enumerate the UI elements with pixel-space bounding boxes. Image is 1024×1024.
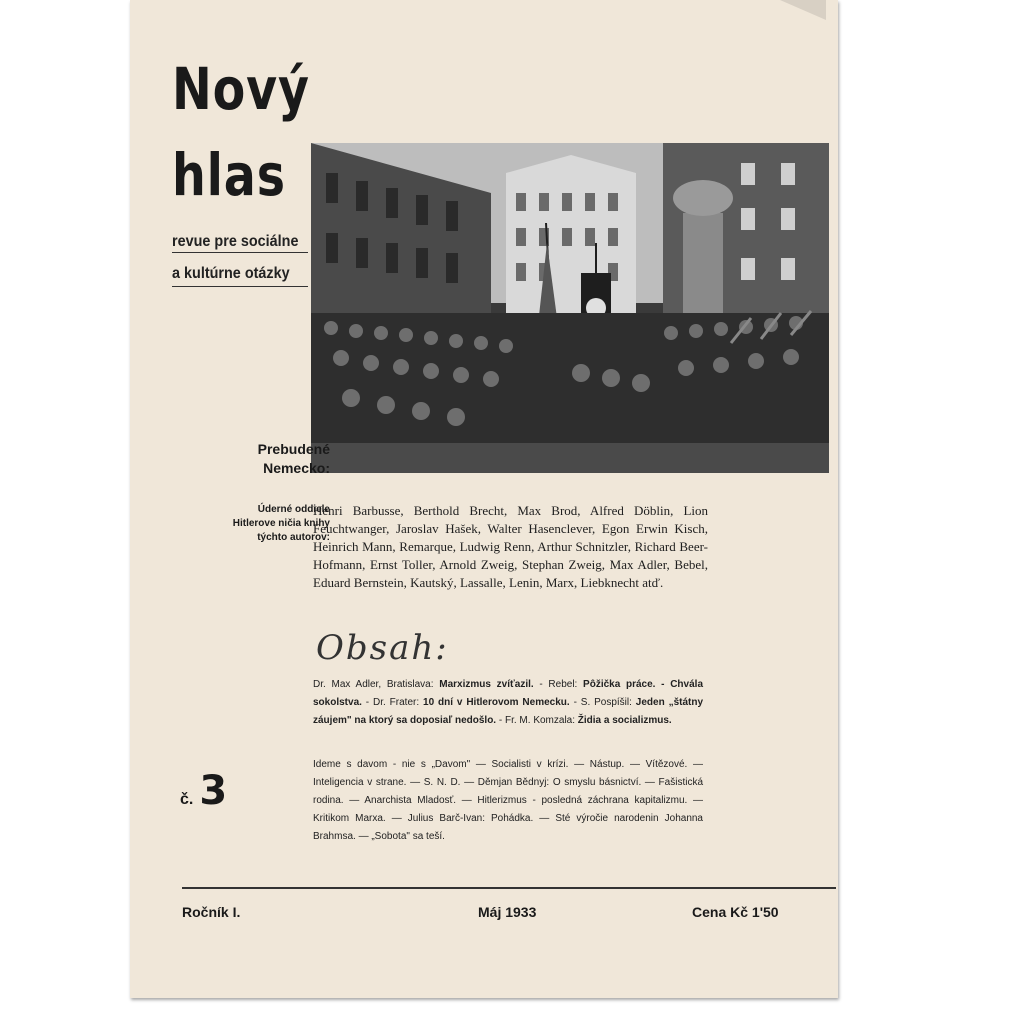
article-author: Dr. Frater: <box>373 697 420 708</box>
article-title: Pôžička práce. - Chvála sokolstva. <box>313 679 704 708</box>
issue-prefix: č. <box>180 791 194 808</box>
folded-corner <box>780 0 826 20</box>
contents-heading: Obsah: <box>316 628 449 668</box>
subtitle-rule-1 <box>172 252 308 253</box>
masthead-subtitle-line2: a kultúrne otázky <box>172 265 290 282</box>
book-burning-label-line1: Úderné oddiele <box>257 504 330 515</box>
masthead-subtitle-line1: revue pre sociálne <box>172 233 299 250</box>
article-title: 10 dní v Hitlerovom Nemecku. <box>423 697 570 708</box>
subtitle-rule-2 <box>172 286 308 287</box>
cover-caption-line2: Nemecko: <box>263 460 330 476</box>
article-author: Dr. Max Adler, Bratislava: <box>313 679 434 690</box>
contents-articles: Dr. Max Adler, Bratislava: Marxizmus zvíťazil. - Rebel: Pôžička práce. - Chvála sokolstva. - Dr. Frater: 10 dní v Hitlerovom Nemecku. - S. Pospíšil: Jeden „štátny záujem" na ktorý sa doposiaľ nedošlo. - Fr. M. Komzala: Židia a socializmus. <box>313 679 704 726</box>
article-author: Rebel: <box>548 679 578 690</box>
footer-rule <box>182 887 836 889</box>
footer-date: Máj 1933 <box>478 904 537 920</box>
issue-number <box>180 768 227 814</box>
book-burning-label-line3: týchto autorov: <box>257 532 330 543</box>
article-title: Židia a socializmus. <box>577 715 672 726</box>
article-title: Jeden „štátny záujem" na ktorý sa doposiaľ nedošlo. <box>313 697 704 726</box>
article-author: Fr. M. Komzala: <box>504 715 575 726</box>
banned-authors-list: Henri Barbusse, Berthold Brecht, Max Brod, Alfred Döblin, Lion Feuchtwanger, Jaroslav Hašek, Walter Hasenclever, Egon Erwin Kisch, Heinrich Mann, Remarque, Ludwig Renn, Arthur Schnitzler, Richard Beer-Hofmann, Ernst Toller, Arnold Zweig, Stephan Zweig, Max Adler, Bebel, Eduard Bernstein, Kautský, Lassalle, Lenin, Marx, Liebknecht atď. <box>313 503 708 590</box>
cover-photo <box>311 143 829 473</box>
masthead-title-line2: hlas <box>172 141 286 209</box>
cover-caption-line1: Prebudené <box>257 441 330 457</box>
footer-volume: Ročník I. <box>182 904 241 920</box>
footer-price: Cena Kč 1'50 <box>692 904 779 920</box>
article-title: Marxizmus zvíťazil. <box>439 679 534 690</box>
issue-number-value: 3 <box>199 768 228 814</box>
book-burning-label-line2: Hitlerove ničia knihy <box>232 518 330 529</box>
contents-rubrics: Ideme s davom - nie s „Davom" — Socialisti v krízi. — Nástup. — Vítězové. — Inteligencia v strane. — S. N. D. — Děmjan Bědnyj: O smyslu básnictví. — Fašistická rodina. — Anarchista Mladosť. — Hitlerizmus - posledná záchrana kapitalizmu. — Kritikom Marxa. — Julius Barč-Ivan: Pohádka. — Sté výročie narodenin Johanna Brahmsa. — „Sobota" sa teší. <box>313 759 703 842</box>
cover-photo-illustration <box>311 143 829 473</box>
article-author: S. Pospíšil: <box>580 697 632 708</box>
masthead-title-line1: Nový <box>172 55 310 123</box>
